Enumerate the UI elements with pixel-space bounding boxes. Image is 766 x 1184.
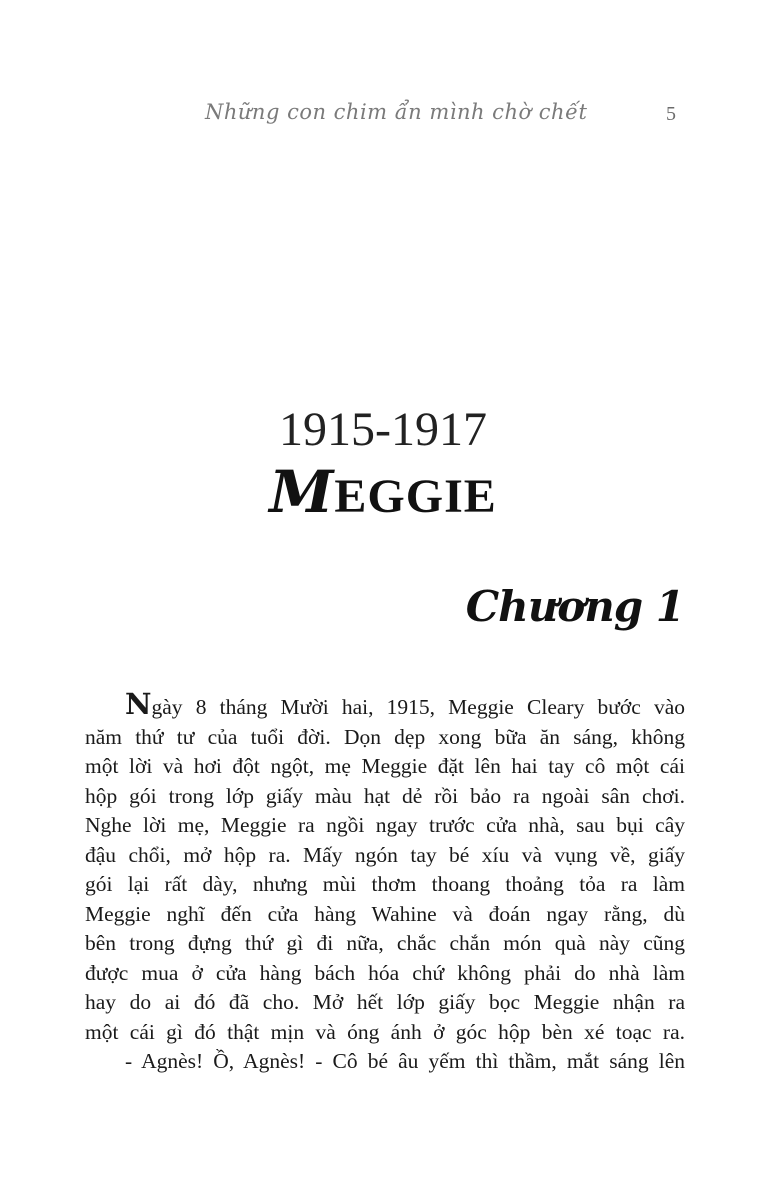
paragraph-line: Nghe lời mẹ, Meggie ra ngồi ngay trước cửa nhà, sau bụi cây xyxy=(85,813,685,837)
chapter-title: Chương 1 xyxy=(465,582,684,631)
paragraph-line: một lời và hơi đột ngột, mẹ Meggie đặt lên hai tay cô một cái xyxy=(85,754,685,778)
part-years: 1915-1917 xyxy=(279,403,487,456)
paragraph-line: hay do ai đó đã cho. Mở hết lớp giấy bọc Meggie nhận ra xyxy=(85,990,685,1014)
paragraph-line: hộp gói trong lớp giấy màu hạt dẻ rồi bảo ra ngoài sân chơi. xyxy=(85,783,685,808)
running-header: Những con chim ẩn mình chờ chết xyxy=(205,100,588,124)
paragraph-line: được mua ở cửa hàng bách hóa chứ không phải do nhà làm xyxy=(85,960,685,985)
paragraph-line: - Agnès! Ồ, Agnès! - Cô bé âu yếm thì thầm, mắt sáng lên xyxy=(125,1049,685,1073)
drop-initial: N xyxy=(125,687,152,721)
paragraph-line: gói lại rất dày, nhưng mùi thơm thoang thoảng tỏa ra làm xyxy=(85,872,685,896)
part-name-rest: EGGIE xyxy=(334,470,497,523)
paragraph-line: một cái gì đó thật mịn và óng ánh ở góc hộp bèn xé toạc ra. xyxy=(85,1019,685,1044)
page-number: 5 xyxy=(666,103,676,125)
body-text xyxy=(85,687,685,1077)
paragraph-line-text: gày 8 tháng Mười hai, 1915, Meggie Cleary bước vào xyxy=(151,695,685,719)
paragraph-line: bên trong đựng thứ gì đi nữa, chắc chắn món quà này cũng xyxy=(85,931,685,955)
paragraph-line: đậu chổi, mở hộp ra. Mấy ngón tay bé xíu và vụng về, giấy xyxy=(85,842,685,867)
part-name xyxy=(0,458,766,526)
paragraph-line xyxy=(85,687,685,723)
paragraph-line: Meggie nghĩ đến cửa hàng Wahine và đoán ngay rằng, dù xyxy=(85,901,685,926)
paragraph-line: năm thứ tư của tuổi đời. Dọn dẹp xong bữa ăn sáng, không xyxy=(85,724,685,749)
part-name-initial: M xyxy=(269,458,335,526)
